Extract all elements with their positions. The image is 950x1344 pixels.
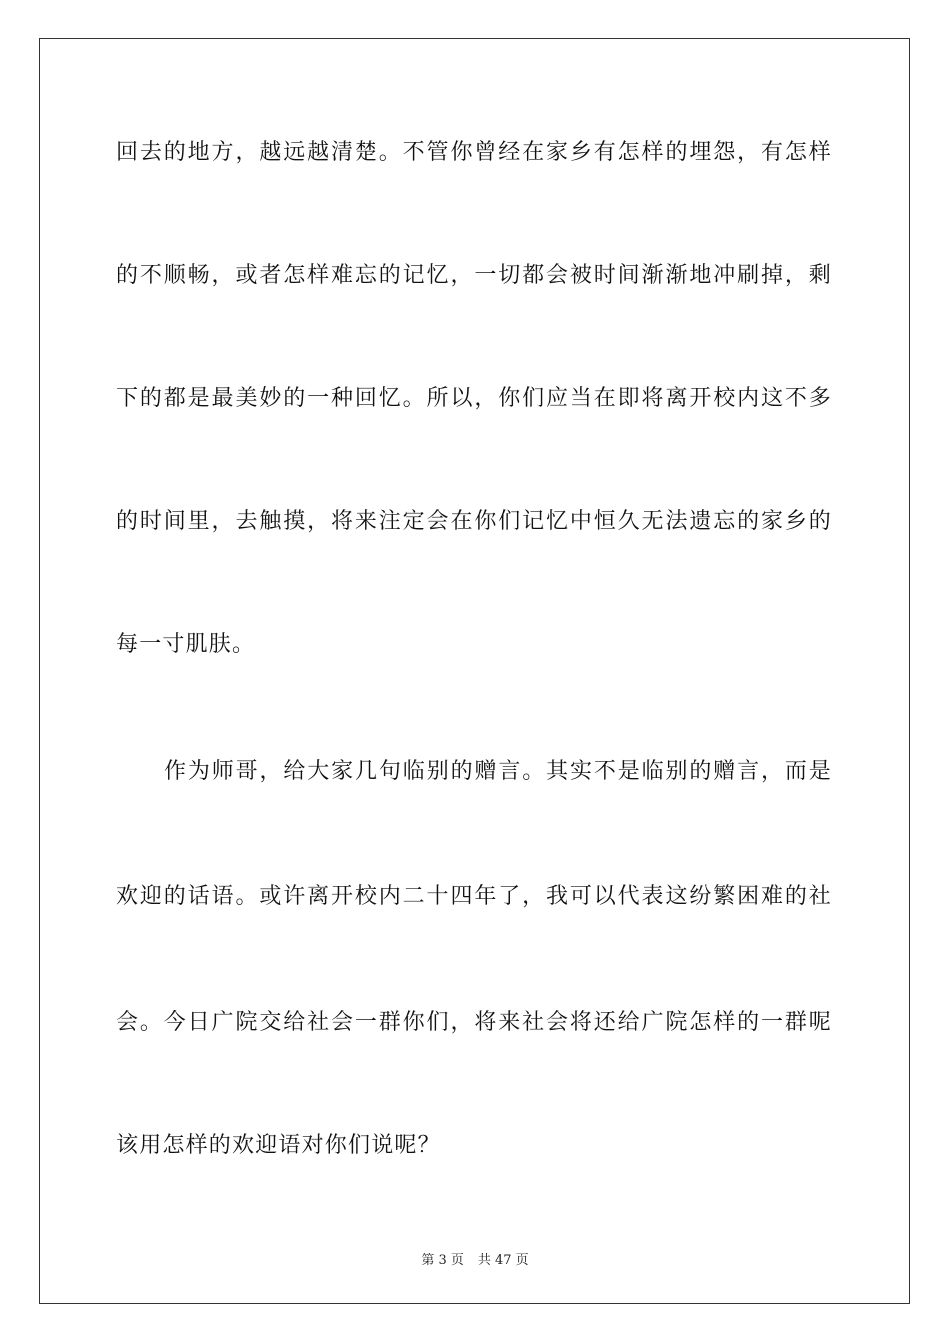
page-border [39, 38, 910, 1304]
page-footer [0, 1249, 950, 1268]
body-line-7: 欢迎的话语。或许离开校内二十四年了，我可以代表这纷繁困难的社 [116, 884, 832, 909]
body-line-3: 下的都是最美妙的一种回忆。所以，你们应当在即将离开校内这不多 [116, 386, 832, 411]
body-line-2: 的不顺畅，或者怎样难忘的记忆，一切都会被时间渐渐地冲刷掉，剩 [116, 263, 832, 288]
body-line-1: 回去的地方，越远越清楚。不管你曾经在家乡有怎样的埋怨，有怎样 [116, 140, 832, 165]
body-line-8: 会。今日广院交给社会一群你们，将来社会将还给广院怎样的一群呢 [116, 1010, 832, 1035]
body-line-4: 的时间里，去触摸，将来注定会在你们记忆中恒久无法遗忘的家乡的 [116, 509, 832, 534]
body-line-6: 作为师哥，给大家几句临别的赠言。其实不是临别的赠言，而是 [164, 759, 832, 784]
body-line-9: 该用怎样的欢迎语对你们说呢？ [116, 1133, 441, 1158]
page-number-total: 共 47 页 [477, 1253, 529, 1268]
body-line-5: 每一寸肌肤。 [116, 632, 256, 657]
page-number-current: 第 3 页 [421, 1253, 464, 1268]
